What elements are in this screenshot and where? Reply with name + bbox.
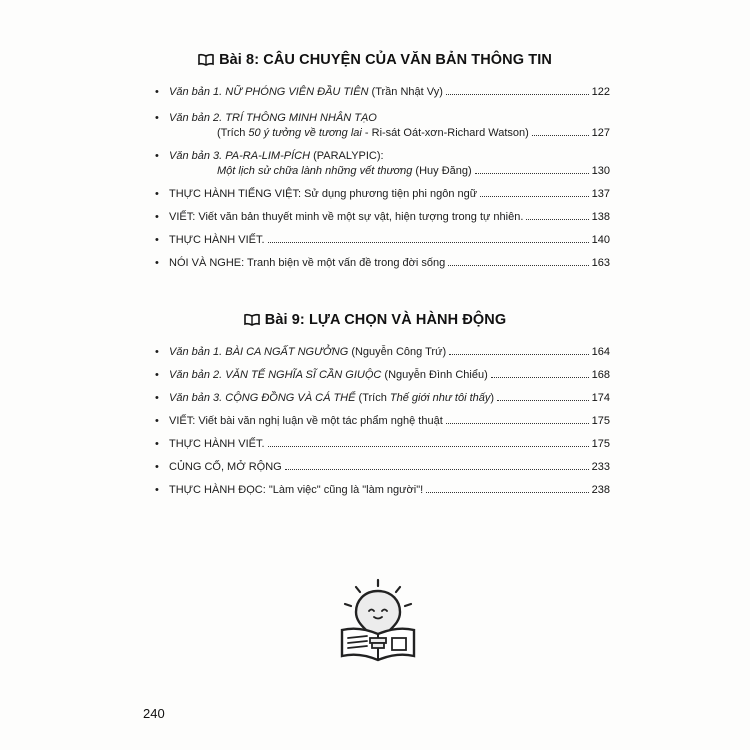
lightbulb-book-icon xyxy=(337,578,419,668)
bullet-icon: • xyxy=(155,438,159,450)
dot-leader xyxy=(526,218,588,220)
text-title: CỘNG ĐỒNG VÀ CÁ THỂ xyxy=(225,392,356,404)
text-label: Văn bản 2. xyxy=(169,369,226,381)
toc-entry-text: NÓI VÀ NGHE: Tranh biện về một vấn đề trong đời sống xyxy=(169,257,446,269)
text-label: Văn bản 3. xyxy=(169,150,226,162)
toc-entry-text: THỰC HÀNH ĐỌC: "Làm việc" cũng là "làm người"! xyxy=(169,484,424,496)
toc-list-bai-8 xyxy=(155,85,610,271)
toc-entry[interactable] xyxy=(155,345,610,360)
toc-entry[interactable] xyxy=(155,460,610,475)
page-ref: 163 xyxy=(591,257,610,269)
toc-entry-text: THỰC HÀNH TIẾNG VIỆT: Sử dụng phương tiện phi ngôn ngữ xyxy=(169,188,478,200)
toc-entry-text: THỰC HÀNH VIẾT. xyxy=(169,438,265,450)
text-author: (Nguyễn Đình Chiểu) xyxy=(381,369,488,381)
dot-leader xyxy=(446,93,589,95)
section-title-bai-8 xyxy=(0,52,750,70)
page-ref: 127 xyxy=(591,127,610,139)
text-label: Văn bản 1. xyxy=(169,86,226,98)
toc-entry[interactable] xyxy=(155,437,610,452)
bullet-icon: • xyxy=(155,392,159,404)
toc-line xyxy=(169,85,610,100)
open-book-icon xyxy=(244,313,260,330)
bullet-icon: • xyxy=(155,461,159,473)
toc-entry-text: VIẾT: Viết văn bản thuyết minh về một sự vật, hiện tượng trong tự nhiên. xyxy=(169,211,524,223)
page-ref: 238 xyxy=(591,484,610,496)
dot-leader xyxy=(497,399,589,401)
toc-line xyxy=(169,149,610,164)
bullet-icon: • xyxy=(155,346,159,358)
toc-entry[interactable] xyxy=(155,111,610,141)
dot-leader xyxy=(532,134,589,136)
toc-entry[interactable] xyxy=(155,233,610,248)
page-ref: 174 xyxy=(591,392,610,404)
dot-leader xyxy=(448,264,588,266)
toc-entry-text xyxy=(169,149,384,164)
toc-entry-text xyxy=(169,85,443,100)
toc-entry-text xyxy=(169,368,488,383)
toc-line xyxy=(169,210,610,225)
dot-leader xyxy=(268,445,589,447)
dot-leader xyxy=(475,172,589,174)
page-ref: 175 xyxy=(591,415,610,427)
dot-leader xyxy=(491,376,589,378)
toc-entry[interactable] xyxy=(155,368,610,383)
text-label: Văn bản 2. xyxy=(169,112,226,124)
toc-line xyxy=(169,345,610,360)
dot-leader xyxy=(285,468,589,470)
bullet-icon: • xyxy=(155,369,159,381)
page-ref: 175 xyxy=(591,438,610,450)
toc-line xyxy=(169,460,610,475)
toc-list-bai-9 xyxy=(155,345,610,498)
toc-entry-subtext xyxy=(217,164,472,179)
dot-leader xyxy=(480,195,589,197)
text-title: NỮ PHÓNG VIÊN ĐẦU TIÊN xyxy=(225,86,369,98)
text-author: (Trần Nhật Vy) xyxy=(368,86,443,98)
toc-line xyxy=(169,391,610,406)
toc-entry-text xyxy=(169,391,494,406)
page-ref: 137 xyxy=(591,188,610,200)
page-ref: 164 xyxy=(591,346,610,358)
text-title: TRÍ THÔNG MINH NHÂN TẠO xyxy=(225,112,377,124)
text-label: Văn bản 1. xyxy=(169,346,226,358)
source-close: ) xyxy=(490,392,495,404)
page-ref: 140 xyxy=(591,234,610,246)
toc-entry-text xyxy=(169,111,377,126)
toc-line xyxy=(169,256,610,271)
dot-leader xyxy=(449,353,589,355)
toc-line xyxy=(169,437,610,452)
toc-entry[interactable] xyxy=(155,149,610,179)
text-author: (Trích xyxy=(355,392,390,404)
toc-line-continued xyxy=(169,164,610,179)
toc-entry[interactable] xyxy=(155,85,610,100)
text-title: PA-RA-LIM-PÍCH xyxy=(225,150,311,162)
page-ref: 138 xyxy=(591,211,610,223)
text-author: (PARALYPIC): xyxy=(310,150,384,162)
toc-line xyxy=(169,111,610,126)
toc-entry[interactable] xyxy=(155,256,610,271)
section-title-text: Bài 9: LỰA CHỌN VÀ HÀNH ĐỘNG xyxy=(264,312,507,328)
page-ref: 122 xyxy=(591,86,610,98)
toc-entry[interactable] xyxy=(155,210,610,225)
bullet-icon: • xyxy=(155,188,159,200)
toc-entry[interactable] xyxy=(155,187,610,202)
sub-post: - Ri-sát Oát-xơn-Richard Watson) xyxy=(361,127,529,139)
toc-line xyxy=(169,187,610,202)
sub-italic: 50 ý tưởng về tương lai xyxy=(248,127,362,139)
page-ref: 233 xyxy=(591,461,610,473)
bullet-icon: • xyxy=(155,211,159,223)
text-title: VĂN TẾ NGHĨA SĨ CẦN GIUỘC xyxy=(225,369,382,381)
sub-italic: Một lịch sử chữa lành những vết thương xyxy=(217,165,413,177)
bullet-icon: • xyxy=(155,484,159,496)
page-ref: 130 xyxy=(591,165,610,177)
toc-entry-text xyxy=(169,345,446,360)
text-title: BÀI CA NGẤT NGƯỞNG xyxy=(225,346,349,358)
bullet-icon: • xyxy=(155,86,159,98)
bullet-icon: • xyxy=(155,257,159,269)
dot-leader xyxy=(446,422,589,424)
bullet-icon: • xyxy=(155,234,159,246)
source-title: Thế giới như tôi thấy xyxy=(389,392,491,404)
bullet-icon: • xyxy=(155,112,159,124)
sub-post: (Huy Đăng) xyxy=(412,165,472,177)
toc-entry-subtext xyxy=(217,126,529,141)
text-author: (Nguyễn Công Trứ) xyxy=(348,346,447,358)
sub-pre: (Trích xyxy=(217,127,249,139)
bullet-icon: • xyxy=(155,415,159,427)
toc-entry[interactable] xyxy=(155,391,610,406)
section-title-text: Bài 8: CÂU CHUYỆN CỦA VĂN BẢN THÔNG TIN xyxy=(219,52,552,68)
toc-entry[interactable] xyxy=(155,414,610,429)
toc-entry-text: THỰC HÀNH VIẾT. xyxy=(169,234,265,246)
toc-line-continued xyxy=(169,126,610,141)
page-ref: 168 xyxy=(591,369,610,381)
toc-entry-text: CỦNG CỐ, MỞ RỘNG xyxy=(169,461,282,473)
toc-entry-text: VIẾT: Viết bài văn nghị luận về một tác phẩm nghệ thuật xyxy=(169,415,443,427)
toc-entry[interactable] xyxy=(155,483,610,498)
toc-line xyxy=(169,368,610,383)
dot-leader xyxy=(268,241,589,243)
open-book-icon xyxy=(198,53,214,70)
text-label: Văn bản 3. xyxy=(169,392,226,404)
toc-line xyxy=(169,483,610,498)
page-number: 240 xyxy=(143,706,165,721)
section-title-bai-9 xyxy=(0,312,750,330)
toc-line xyxy=(169,233,610,248)
dot-leader xyxy=(426,491,588,493)
toc-line xyxy=(169,414,610,429)
bullet-icon: • xyxy=(155,150,159,162)
